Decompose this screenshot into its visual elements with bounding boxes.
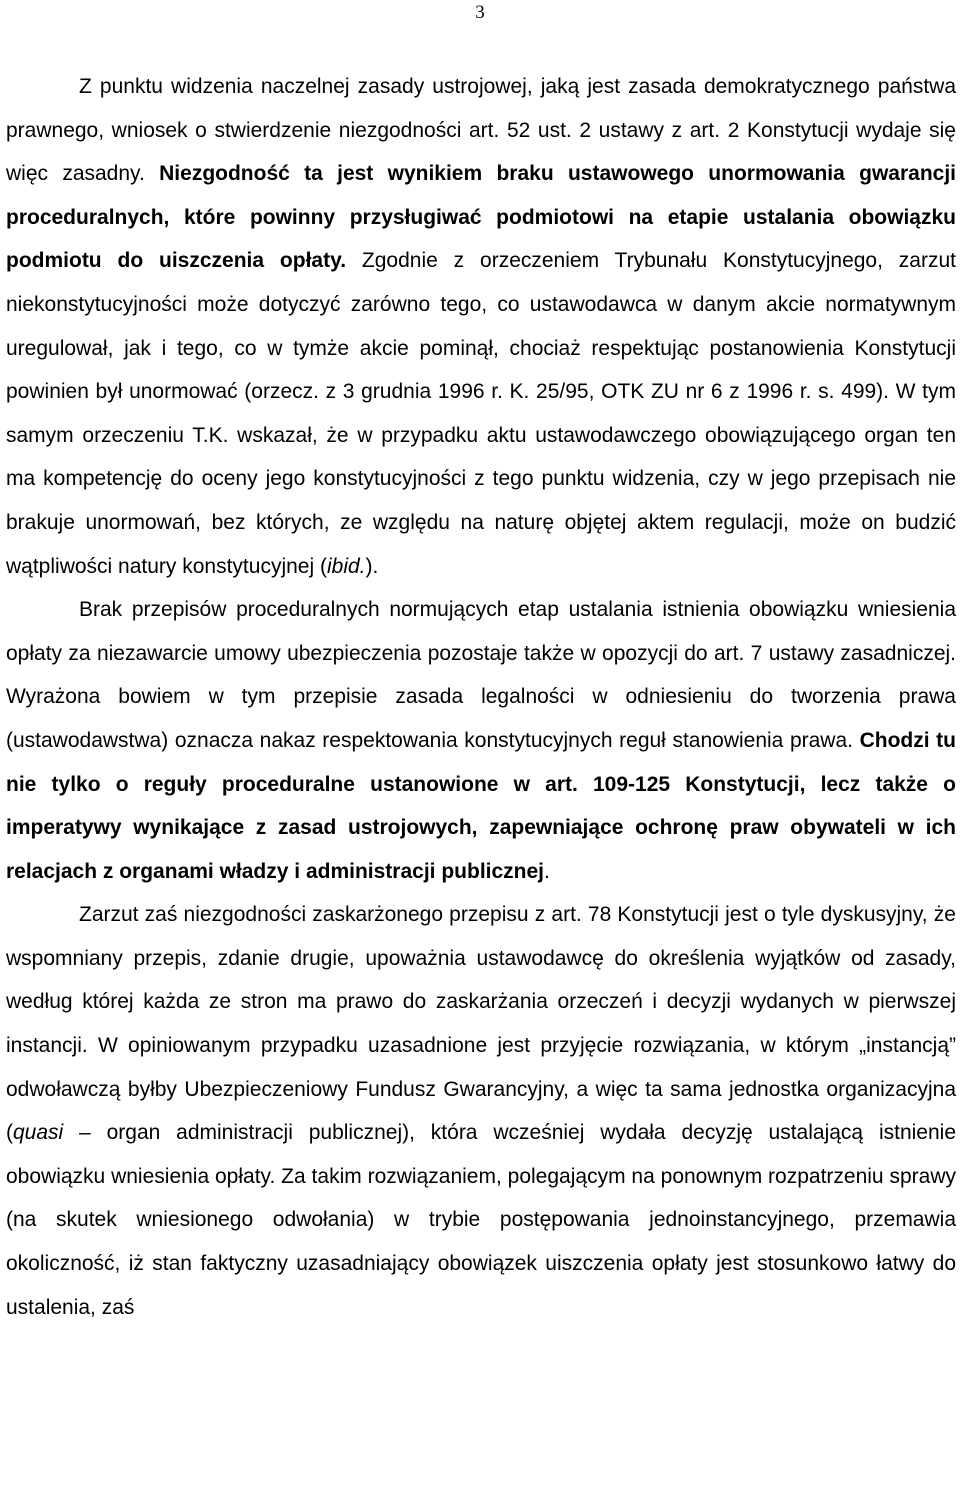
text-run: – organ administracji publicznej), która wcześniej wydała decyzję ustalającą istnienie obowiązku wniesienia opłaty. Za takim rozwiązaniem, polegającym na ponownym rozpatrzeniu sprawy (na skutek wniesionego odwołania) w trybie postępowania jednoinstancyjnego, przemawia okoliczność, iż stan faktyczny uzasadniający obowiązek uiszczenia opłaty jest stosunkowo łatwy do ustalenia, zaś — [6, 1121, 956, 1319]
page-number: 3 — [475, 2, 485, 23]
document-body — [6, 65, 956, 1329]
paragraph-2 — [6, 588, 956, 893]
text-run: ). — [365, 554, 379, 578]
text-run: Z punktu widzenia naczelnej zasady ustrojowej, jaką jest zasada demokratycznego państwa prawnego, wniosek o stwierdzenie niezgodności art. 52 ust. 2 ustawy z art. 2 Konstytucji wydaje się więc zasadny. — [6, 75, 956, 186]
text-run: Brak przepisów proceduralnych normujących etap ustalania istnienia obowiązku wniesienia opłaty za niezawarcie umowy ubezpieczenia pozostaje także w opozycji do art. 7 ustawy zasadniczej. Wyrażona bowiem w tym przepisie zasada legalności w odniesieniu do tworzenia prawa (ustawodawstwa) oznacza nakaz respektowania konstytucyjnych reguł stanowienia prawa. — [6, 598, 956, 752]
italic-text-run: ibid. — [326, 554, 366, 578]
text-run: Zgodnie z orzeczeniem Trybunału Konstytucyjnego, zarzut niekonstytucyjności może dotyczyć zarówno tego, co ustawodawca w danym akcie normatywnym uregulował, jak i tego, co w tymże akcie pominął, chociaż respektując postanowienia Konstytucji powinien był unormować (orzecz. z 3 grudnia 1996 r. K. 25/95, OTK ZU nr 6 z 1996 r. s. 499). W tym samym orzeczeniu T.K. wskazał, że w przypadku aktu ustawodawczego obowiązującego organ ten ma kompetencję do oceny jego konstytucyjności z tego punktu widzenia, czy w jego przepisach nie brakuje unormowań, bez których, ze względu na naturę objętej aktem regulacji, może on budzić wątpliwości natury konstytucyjnej ( — [6, 249, 956, 578]
italic-text-run: quasi — [13, 1121, 64, 1145]
bold-text-run: Chodzi tu nie tylko o reguły proceduralne ustanowione w art. 109-125 Konstytucji, lecz także o imperatywy wynikające z zasad ustrojowych, zapewniające ochronę praw obywateli w ich relacjach z organami władzy i administracji publicznej — [6, 728, 957, 883]
paragraph-3 — [6, 893, 956, 1329]
text-run: Zarzut zaś niezgodności zaskarżonego przepisu z art. 78 Konstytucji jest o tyle dyskusyjny, że wspomniany przepis, zdanie drugie, upoważnia ustawodawcę do określenia wyjątków od zasady, według której każda ze stron ma prawo do zaskarżania orzeczeń i decyzji wydanych w pierwszej instancji. W opiniowanym przypadku uzasadnione jest przyjęcie rozwiązania, w którym „instancją” odwoławczą byłby Ubezpieczeniowy Fundusz Gwarancyjny, a więc ta sama jednostka organizacyjna ( — [6, 903, 956, 1145]
bold-text-run: Niezgodność ta jest wynikiem braku ustawowego unormowania gwarancji proceduralnych, które powinny przysługiwać podmiotowi na etapie ustalania obowiązku podmiotu do uiszczenia opłaty. — [6, 162, 956, 273]
paragraph-1 — [6, 65, 956, 588]
text-run: . — [544, 859, 550, 883]
